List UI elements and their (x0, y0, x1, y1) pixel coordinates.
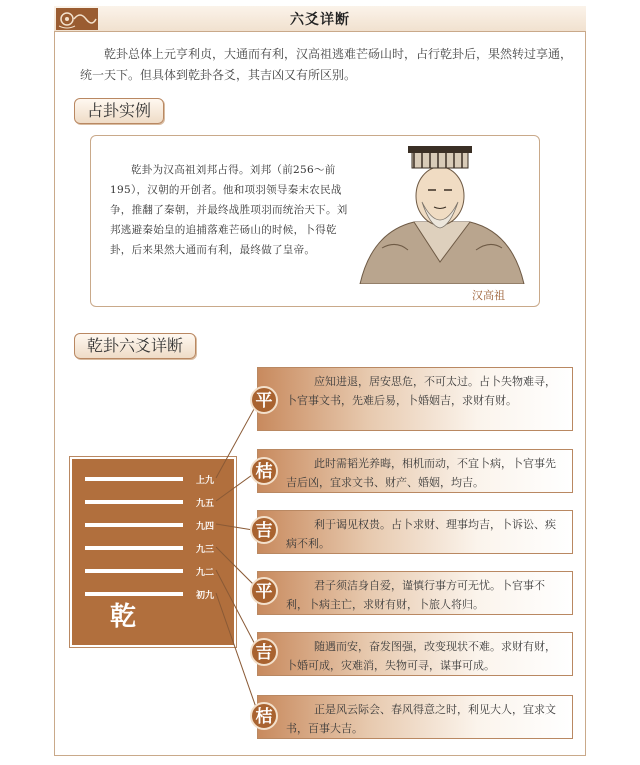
section-title-details: 乾卦六爻详断 (74, 333, 196, 359)
detail-card-fifth: 此时需韬光养晦，相机而动，不宜卜病，卜官事先吉后凶，宜求文书、财产、婚姻，均吉。 (257, 449, 573, 493)
yao-name: 九五 (196, 499, 215, 509)
yao-name: 九二 (196, 568, 215, 578)
detail-card-first: 正是风云际会、春风得意之时，利见大人，宜求文书，百事大吉。 (257, 695, 573, 739)
yao-name: 初九 (196, 591, 215, 601)
detail-card-third: 君子须洁身自爱，谨慎行事方可无忧。卜官事不利，卜病主亡，求财有财，卜旅人将归。 (257, 571, 573, 615)
hexagram-label: 乾 (110, 602, 137, 632)
verdict-badge: 吉 (250, 638, 278, 666)
verdict-badge: 平 (250, 577, 278, 605)
yao-name: 九三 (196, 545, 215, 555)
page-title: 六爻详断 (290, 12, 350, 28)
story-text: 乾卦为汉高祖刘邦占得。刘邦（前256～前195），汉朝的开创者。他和项羽领导秦末农民战争，推翻了秦朝，并最终战胜项羽而统治天下。刘邦逃避秦始皇的追捕落难芒砀山的时候，卜得乾卦，后来果然大通而有利，最终做了皇帝。 (110, 164, 348, 256)
detail-card-top: 应知进退，居安思危，不可太过。占卜失物难寻，卜官事文书，先难后易，卜婚姻吉，求财有财。 (257, 367, 573, 431)
verdict-badge: 桔 (250, 702, 278, 730)
yao-name: 九四 (196, 522, 215, 532)
intro-paragraph: 乾卦总体上元亨利贞，大通而有利，汉高祖逃难芒砀山时，占行乾卦后，果然转过享通，统一天下。但具体到乾卦各爻，其吉凶又有所区别。 (80, 47, 573, 82)
detail-card-second: 随遇而安，奋发图强，改变现状不难。求财有财，卜婚可成，灾难消，失物可寻，谋事可成。 (257, 632, 573, 676)
section-title-story: 占卦实例 (74, 98, 164, 124)
yao-name: 上九 (196, 476, 215, 486)
verdict-badge: 桔 (250, 457, 278, 485)
portrait-caption: 汉高祖 (472, 289, 505, 302)
detail-card-fourth: 利于谒见权贵。占卜求财、理事均吉，卜诉讼、疾病不利。 (257, 510, 573, 554)
verdict-badge: 平 (250, 386, 278, 414)
verdict-badge: 吉 (250, 516, 278, 544)
